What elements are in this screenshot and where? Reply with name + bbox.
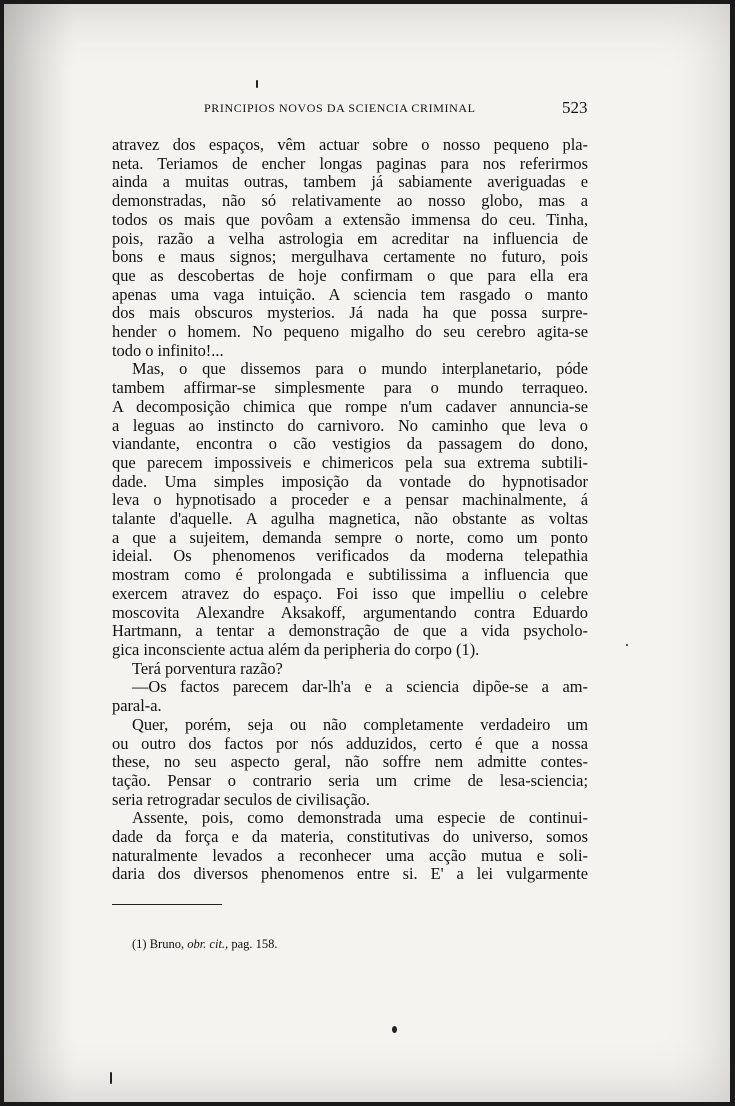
footnote-rule: [112, 904, 222, 905]
text-line: naturalmente levados a reconhecer uma acção mutua e soli-: [112, 845, 588, 865]
ink-speck: [392, 1026, 397, 1033]
text-line: dade da força e da materia, constitutivas do universo, somos: [112, 827, 588, 847]
text-line: mostram como é prolongada e subtilissima a influencia que: [112, 565, 588, 585]
text-line: daria dos diversos phenomenos entre si. E' a lei vulgarmente: [112, 864, 588, 884]
text-line: neta. Teriamos de encher longas paginas para nos referirmos: [112, 153, 588, 173]
text-line: viandante, encontra o cão vestigios da passagem do dono,: [112, 434, 588, 454]
text-line: talante d'aquelle. A agulha magnetica, não obstante as voltas: [112, 509, 588, 529]
text-line: leva o hypnotisado a proceder e a pensar machinalmente, á: [112, 490, 588, 510]
text-line: que as descobertas de hoje confirmam o que para ella era: [112, 265, 588, 285]
book-page: [4, 4, 730, 1102]
text-line: gica inconsciente actua além da peripheria do corpo (1).: [112, 639, 480, 659]
text-line: tambem affirmar-se simplesmente para o mundo terraqueo.: [112, 378, 588, 398]
text-line: bons e maus signos; mergulhava certamente no futuro, pois: [112, 247, 588, 267]
text-line: que parecem impossiveis e chimericos pela sua extrema subtili-: [112, 452, 588, 472]
text-line: moscovita Alexandre Aksakoff, argumentando contra Eduardo: [112, 602, 588, 622]
text-line: seria retrogradar seculos de civilisação.: [112, 789, 371, 809]
text-line: atravez dos espaços, vêm actuar sobre o nosso pequeno pla-: [112, 135, 588, 154]
footnote-page: pag. 158.: [231, 937, 278, 951]
text-line: pois, razão a velha astrologia em acreditar na influencia de: [112, 228, 588, 248]
text-line: Assente, pois, como demonstrada uma especie de continui-: [132, 808, 588, 828]
text-line: a leguas ao instincto do carnivoro. No caminho que leva o: [112, 415, 588, 435]
footnote: [132, 937, 278, 952]
ink-speck: [626, 644, 628, 646]
text-line: ainda a muitas outras, tambem já sabiamente averiguadas e: [112, 172, 588, 192]
text-line: these, no seu aspecto geral, não soffre nem admitte contes-: [112, 752, 588, 772]
text-line: Hartmann, a tentar a demonstração de que a vida psycholo-: [112, 621, 588, 641]
text-line: dade. Uma simples imposição da vontade do hypnotisador: [112, 471, 588, 491]
text-line: apenas uma vaga intuição. A sciencia tem rasgado o manto: [112, 284, 588, 304]
text-line: Terá porventura razão?: [132, 658, 283, 678]
text-line: tação. Pensar o contrario seria um crime de lesa-sciencia;: [112, 770, 588, 790]
text-line: Mas, o que dissemos para o mundo interplanetario, póde: [132, 359, 588, 379]
text-line: exercem atravez do espaço. Foi isso que impelliu o celebre: [112, 583, 588, 603]
footnote-author: Bruno,: [149, 937, 185, 951]
text-line: todo o infinito!...: [112, 340, 224, 360]
text-line: hender o homem. No pequeno migalho do seu cerebro agita-se: [112, 322, 588, 342]
footnote-marker: (1): [132, 937, 147, 951]
ink-speck: [256, 80, 258, 88]
text-line: —Os factos parecem dar-lh'a e a sciencia dipõe-se a am-: [132, 677, 588, 697]
text-line: a que a sujeitem, demanda sempre o norte, como um ponto: [112, 527, 588, 547]
footnote-ref: obr. cit.,: [187, 937, 229, 951]
running-head: PRINCIPIOS NOVOS DA SCIENCIA CRIMINAL: [204, 101, 476, 115]
text-line: ideial. Os phenomenos verificados da moderna telepathia: [112, 546, 588, 566]
text-line: paral-a.: [112, 696, 162, 716]
page-number: 523: [562, 98, 588, 117]
text-line: ou outro dos factos por nós adduzidos, certo é que a nossa: [112, 733, 588, 753]
ink-speck: [110, 1072, 112, 1084]
text-line: demonstradas, não só relativamente ao nosso globo, mas a: [112, 191, 588, 211]
text-line: Quer, porém, seja ou não completamente verdadeiro um: [132, 714, 588, 734]
text-line: A decomposição chimica que rompe n'um cadaver annuncia-se: [112, 396, 588, 416]
body-text: [112, 136, 588, 884]
text-line: todos os mais que povôam a extensão immensa do ceu. Tinha,: [112, 209, 588, 229]
text-line: dos mais obscuros mysterios. Já nada ha que possa surpre-: [112, 303, 588, 323]
